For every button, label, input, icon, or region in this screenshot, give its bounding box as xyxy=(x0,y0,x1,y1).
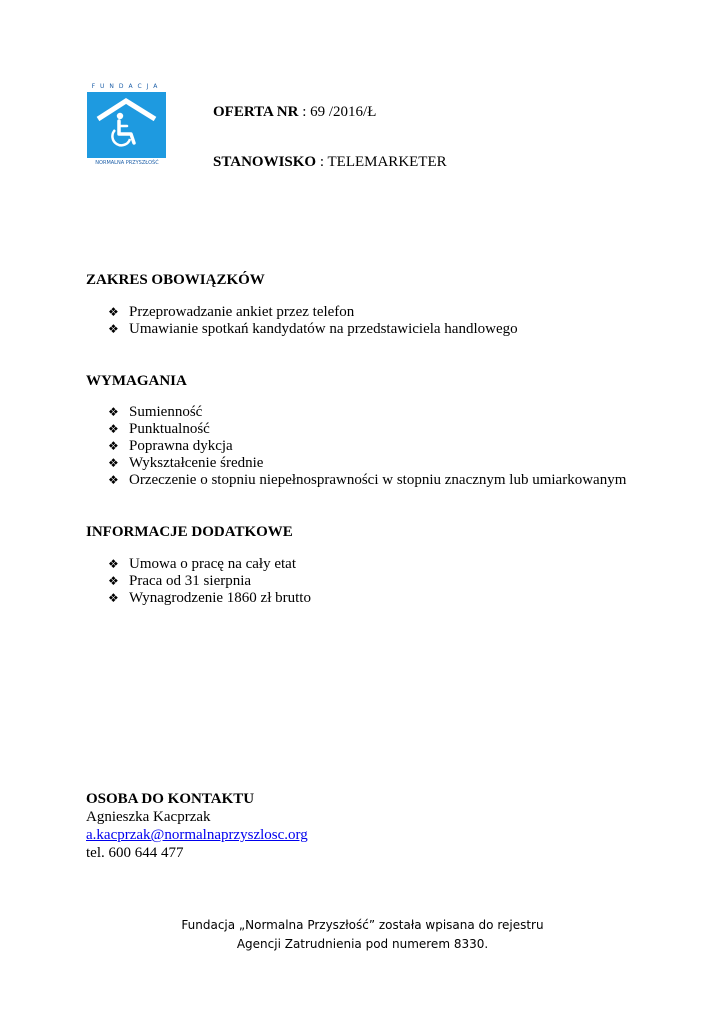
list-item-text: Umawianie spotkań kandydatów na przedstawiciela handlowego xyxy=(129,321,518,337)
contact-phone: tel. 600 644 477 xyxy=(86,845,184,861)
diamond-bullet-icon: ❖ xyxy=(108,422,119,436)
diamond-bullet-icon: ❖ xyxy=(108,322,119,336)
list-item xyxy=(108,590,311,607)
diamond-bullet-icon: ❖ xyxy=(108,456,119,470)
list-item xyxy=(108,304,518,321)
diamond-bullet-icon: ❖ xyxy=(108,405,119,419)
logo-bottom-text: NORMALNA PRZYSZŁOŚĆ xyxy=(95,160,159,166)
logo-top-text: FUNDACJA xyxy=(91,83,163,90)
requirements-title: WYMAGANIA xyxy=(86,373,187,389)
duties-title: ZAKRES OBOWIĄZKÓW xyxy=(86,272,265,288)
footer-line-2: Agencji Zatrudnienia pod numerem 8330. xyxy=(236,937,489,951)
diamond-bullet-icon: ❖ xyxy=(108,305,119,319)
duties-list xyxy=(108,304,518,338)
list-item-text: Przeprowadzanie ankiet przez telefon xyxy=(129,304,355,320)
offer-number-line xyxy=(213,103,376,121)
list-item xyxy=(108,421,626,438)
additional-info-list xyxy=(108,556,311,607)
contact-title: OSOBA DO KONTAKTU xyxy=(86,791,255,807)
diamond-bullet-icon: ❖ xyxy=(108,439,119,453)
offer-number-value: : 69 /2016/Ł xyxy=(298,104,377,120)
footer-line-1: Fundacja „Normalna Przyszłość” została wpisana do rejestru xyxy=(181,918,544,932)
diamond-bullet-icon: ❖ xyxy=(108,591,119,605)
list-item-text: Umowa o pracę na cały etat xyxy=(129,556,296,572)
list-item-text: Wynagrodzenie 1860 zł brutto xyxy=(129,590,311,606)
wheelchair-user-icon xyxy=(112,113,134,146)
list-item xyxy=(108,573,311,590)
diamond-bullet-icon: ❖ xyxy=(108,473,119,487)
contact-email-line xyxy=(86,826,308,844)
foundation-logo xyxy=(86,82,168,168)
requirements-list xyxy=(108,404,626,489)
list-item-text: Praca od 31 sierpnia xyxy=(129,573,252,589)
position-value: : TELEMARKETER xyxy=(316,154,447,170)
list-item xyxy=(108,438,626,455)
list-item-text: Poprawna dykcja xyxy=(129,438,233,454)
house-roof-icon xyxy=(98,101,155,119)
list-item-text: Punktualność xyxy=(129,421,210,437)
list-item xyxy=(108,556,311,573)
list-item-text: Sumienność xyxy=(129,404,203,420)
list-item xyxy=(108,472,626,489)
list-item xyxy=(108,321,518,338)
position-line xyxy=(213,153,447,171)
diamond-bullet-icon: ❖ xyxy=(108,557,119,571)
list-item xyxy=(108,404,626,421)
contact-name: Agnieszka Kacprzak xyxy=(86,809,211,825)
logo-emblem xyxy=(87,92,166,158)
position-label: STANOWISKO xyxy=(213,154,317,170)
list-item xyxy=(108,455,626,472)
list-item-text: Orzeczenie o stopniu niepełnosprawności w stopniu znacznym lub umiarkowanym xyxy=(129,472,627,488)
contact-email-link[interactable]: a.kacprzak@normalnaprzyszlosc.org xyxy=(86,827,308,843)
offer-number-label: OFERTA NR xyxy=(213,104,299,120)
additional-info-title: INFORMACJE DODATKOWE xyxy=(86,524,293,540)
list-item-text: Wykształcenie średnie xyxy=(129,455,264,471)
diamond-bullet-icon: ❖ xyxy=(108,574,119,588)
